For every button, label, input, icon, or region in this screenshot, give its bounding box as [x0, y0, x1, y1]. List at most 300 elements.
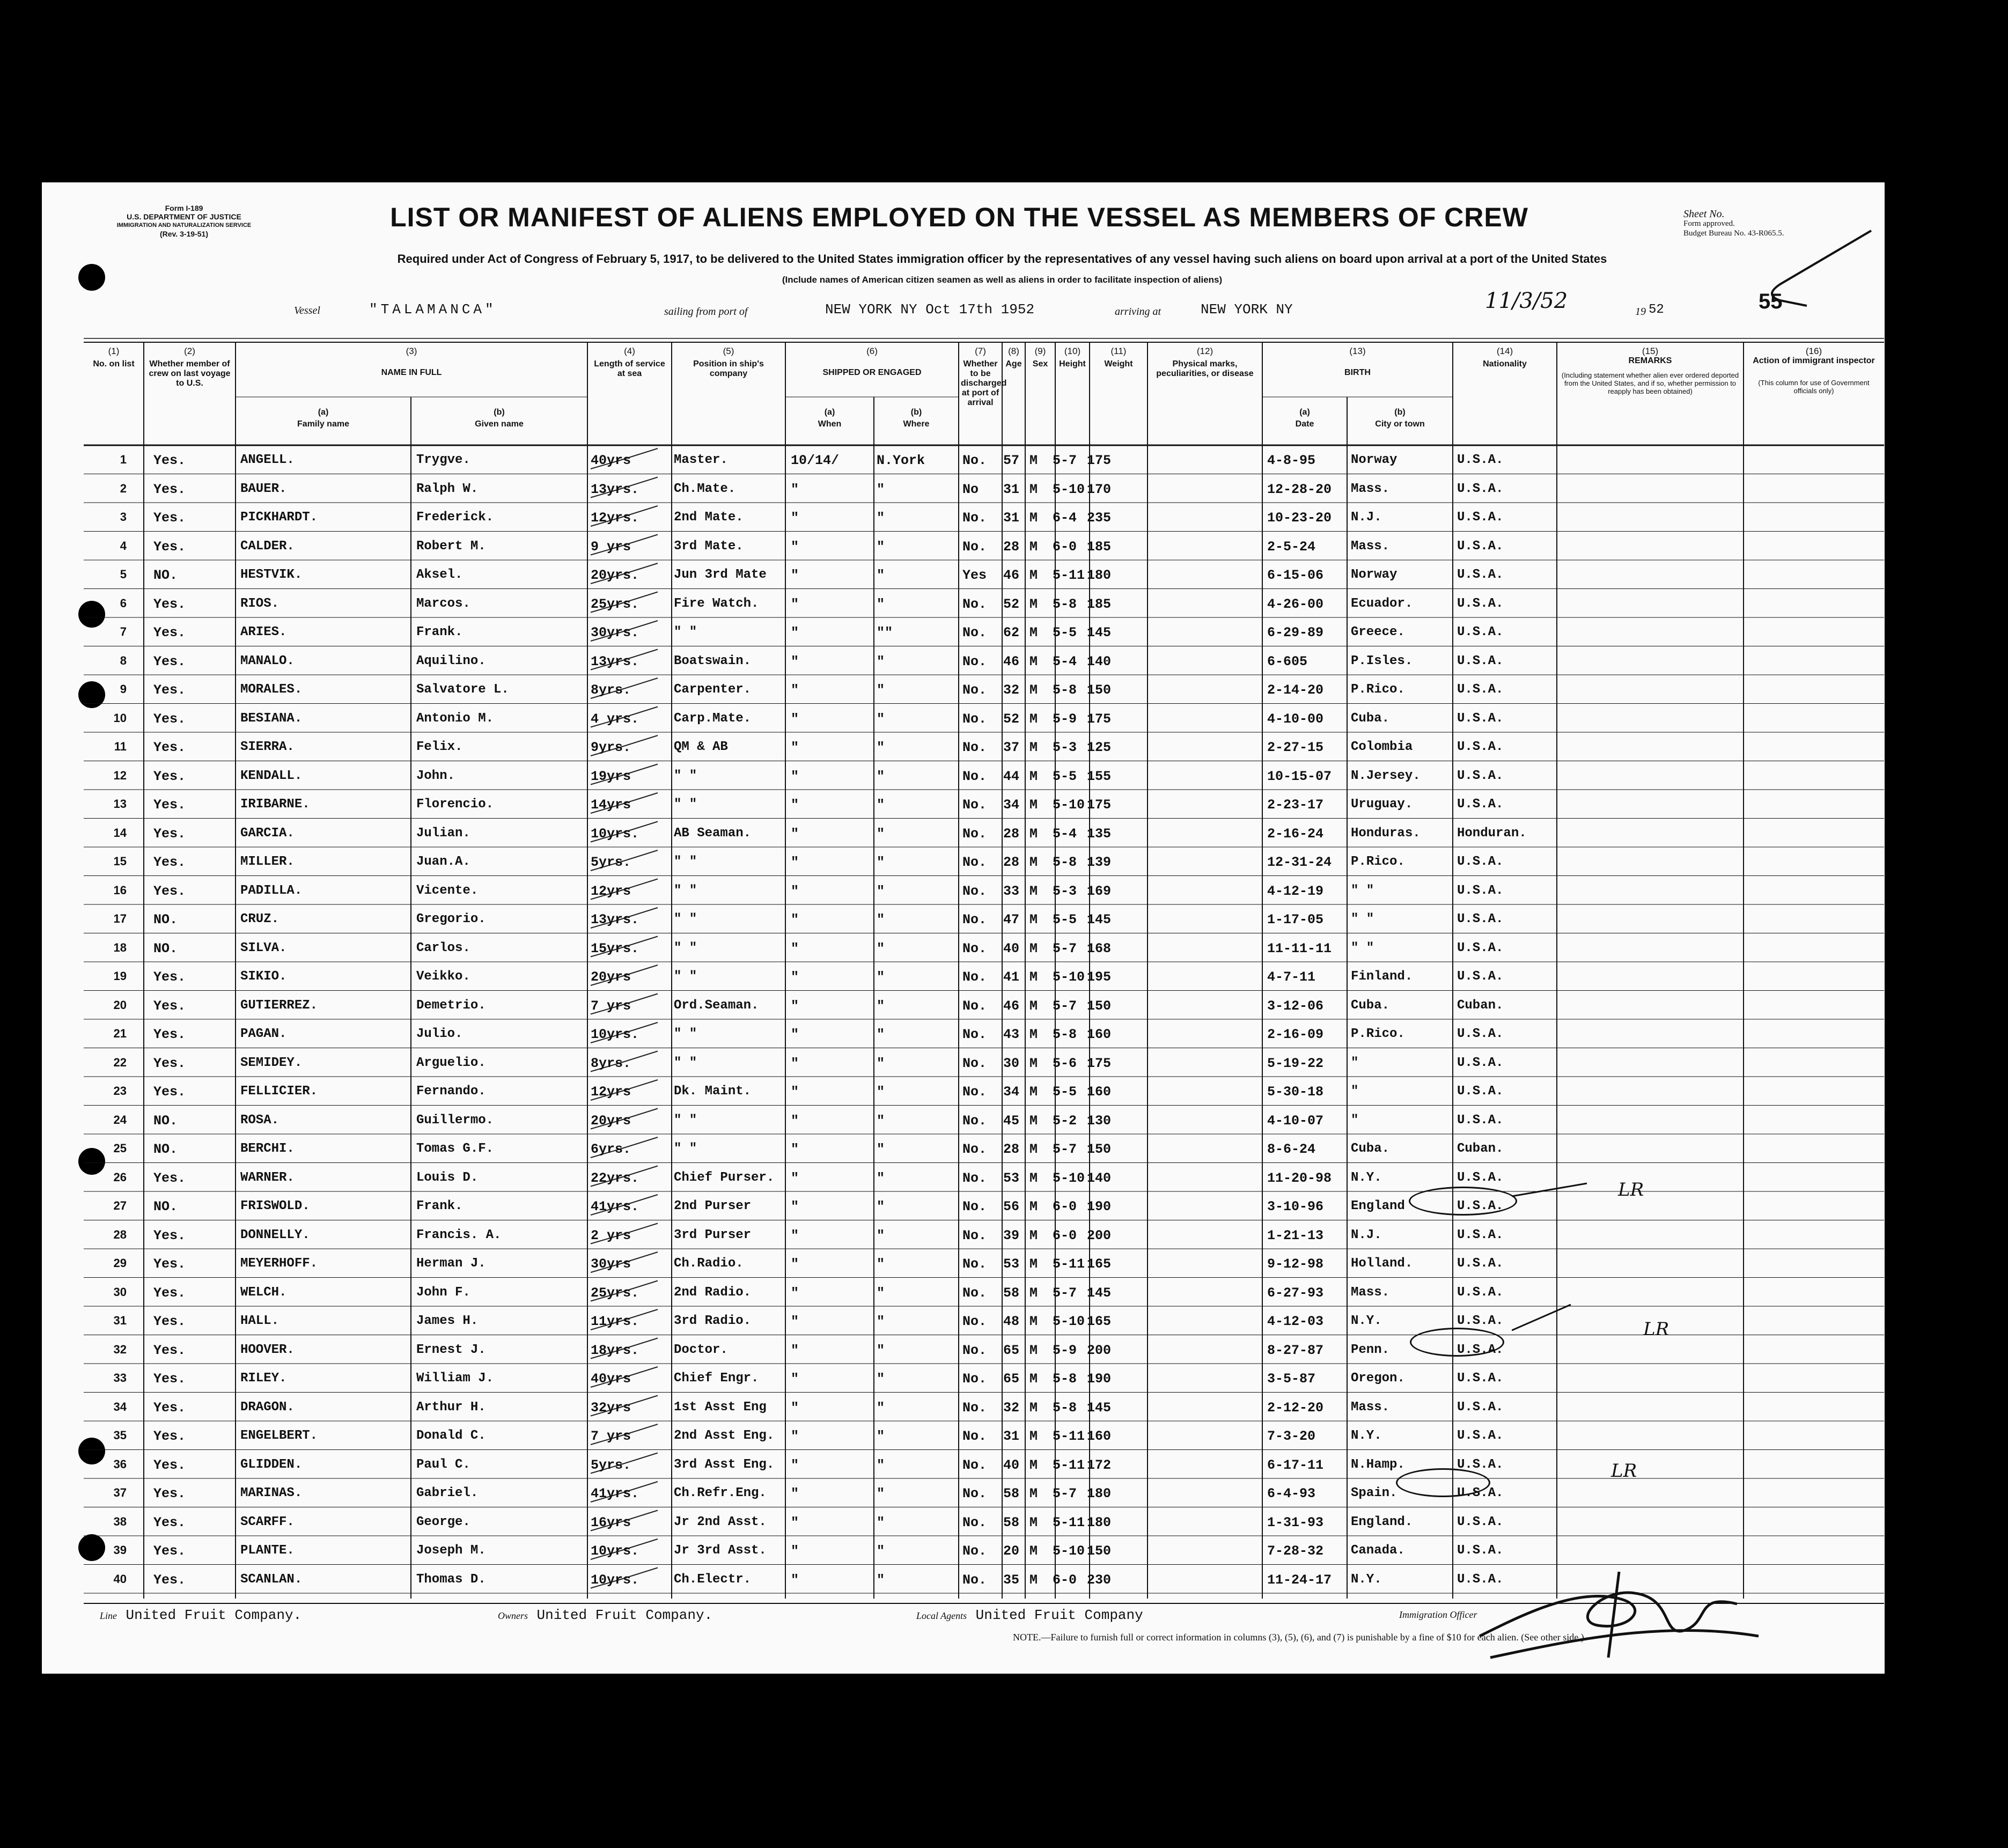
discharged-at-arrival: No. [962, 625, 987, 640]
shipped-where: " [877, 1572, 885, 1588]
height: 5-5 [1053, 912, 1077, 927]
height: 5-8 [1053, 1371, 1077, 1387]
birth-place: " " [1351, 940, 1374, 955]
weight: 165 [1087, 1256, 1112, 1272]
weight: 195 [1087, 969, 1112, 985]
form-number: Form I-189 [165, 204, 203, 212]
height: 5-2 [1053, 1113, 1077, 1129]
shipped-where: "" [877, 625, 893, 640]
family-name: GARCIA. [240, 826, 295, 841]
weight: 125 [1087, 740, 1112, 755]
sex: M [1029, 797, 1038, 813]
family-name: SEMIDEY. [240, 1055, 303, 1070]
given-name: Joseph M. [416, 1543, 486, 1558]
nationality: U.S.A. [1457, 539, 1504, 554]
birth-date: 11-20-98 [1267, 1170, 1332, 1186]
length-of-service: 25yrs. [591, 596, 639, 612]
age: 32 [1003, 682, 1020, 698]
weight: 168 [1087, 940, 1112, 956]
member-last-voyage: Yes. [153, 797, 186, 813]
shipped-when: " [791, 1027, 799, 1042]
weight: 185 [1087, 596, 1112, 612]
ship-position: AB Seaman. [674, 826, 752, 841]
sex: M [1029, 883, 1038, 899]
family-name: PLANTE. [240, 1543, 295, 1558]
column-subnote-c16: (This column for use of Government officials only) [1758, 379, 1870, 395]
birth-place: " " [1351, 912, 1374, 926]
age: 32 [1003, 1400, 1020, 1416]
height: 5-5 [1053, 1084, 1077, 1100]
sex: M [1029, 1371, 1038, 1387]
weight: 135 [1087, 826, 1112, 842]
shipped-where: " [877, 1429, 885, 1444]
family-name: ENGELBERT. [240, 1429, 318, 1443]
birth-date: 4-8-95 [1267, 453, 1316, 468]
row-number: 17 [113, 912, 127, 925]
discharged-at-arrival: No. [962, 855, 987, 870]
shipped-where: " [877, 1027, 885, 1042]
sailing-from-label: sailing from port of [664, 306, 748, 318]
sex: M [1029, 1113, 1038, 1129]
length-of-service: 5yrs. [591, 855, 631, 870]
ship-position: QM & AB [674, 740, 728, 754]
birth-date: 6-27-93 [1267, 1285, 1324, 1301]
family-name: MEYERHOFF. [240, 1256, 318, 1271]
ship-position: Doctor. [674, 1342, 728, 1357]
family-name: BAUER. [240, 481, 287, 496]
form-identifier [95, 204, 273, 238]
length-of-service: 6yrs. [591, 1142, 631, 1157]
given-name: Francis. A. [416, 1227, 502, 1242]
shipped-when: " [791, 539, 799, 555]
family-name: MARINAS. [240, 1486, 303, 1500]
row-number: 7 [120, 625, 127, 638]
column-number: (3) [406, 346, 417, 356]
family-name: RIOS. [240, 596, 279, 611]
ship-position: 2nd Purser [674, 1199, 752, 1213]
length-of-service: 4 yrs. [591, 711, 639, 727]
height: 5-7 [1053, 998, 1077, 1014]
shipped-when: " [791, 1142, 799, 1157]
discharged-at-arrival: No. [962, 969, 987, 985]
sex: M [1029, 1314, 1038, 1329]
height: 5-4 [1053, 826, 1077, 842]
member-last-voyage: Yes. [153, 1543, 186, 1559]
shipped-where: " [877, 826, 885, 842]
member-last-voyage: Yes. [153, 1429, 186, 1444]
height: 5-10 [1053, 1543, 1085, 1559]
shipped-where: " [877, 1486, 885, 1501]
birth-place: N.Y. [1351, 1572, 1382, 1587]
weight: 165 [1087, 1314, 1112, 1329]
family-name: MORALES. [240, 682, 303, 697]
family-name: CRUZ. [240, 912, 279, 926]
member-last-voyage: Yes. [153, 883, 186, 899]
weight: 169 [1087, 883, 1112, 899]
shipped-where: " [877, 653, 885, 669]
column-number: (12) [1196, 346, 1213, 356]
shipped-when: " [791, 1285, 799, 1301]
length-of-service: 10yrs. [591, 1572, 639, 1588]
ship-position: Ch.Electr. [674, 1572, 752, 1587]
age: 31 [1003, 510, 1020, 526]
sex: M [1029, 1457, 1038, 1473]
member-last-voyage: Yes. [153, 1371, 186, 1387]
birth-date: 7-28-32 [1267, 1543, 1324, 1559]
nationality: U.S.A. [1457, 453, 1504, 467]
birth-date: 5-30-18 [1267, 1084, 1324, 1100]
row-number: 20 [113, 998, 127, 1012]
shipped-where: " [877, 1170, 885, 1186]
family-name: FELLICIER. [240, 1084, 318, 1099]
sex: M [1029, 510, 1038, 526]
birth-date: 9-12-98 [1267, 1256, 1324, 1272]
birth-date: 8-27-87 [1267, 1342, 1324, 1358]
row-number: 19 [113, 969, 127, 983]
weight: 175 [1087, 711, 1112, 727]
nationality: U.S.A. [1457, 625, 1504, 639]
birth-place: Cuba. [1351, 711, 1390, 726]
sex: M [1029, 998, 1038, 1014]
member-last-voyage: Yes. [153, 711, 186, 727]
shipped-when: " [791, 1400, 799, 1416]
family-name: PAGAN. [240, 1027, 287, 1041]
shipped-when: " [791, 826, 799, 842]
birth-place: Finland. [1351, 969, 1413, 984]
nationality: U.S.A. [1457, 1170, 1504, 1185]
shipped-when: " [791, 682, 799, 698]
discharged-at-arrival: No. [962, 826, 987, 842]
height: 5-10 [1053, 1314, 1085, 1329]
weight: 139 [1087, 855, 1112, 870]
discharged-at-arrival: No. [962, 539, 987, 555]
row-number: 24 [113, 1113, 127, 1127]
nationality: U.S.A. [1457, 1113, 1504, 1128]
length-of-service: 30yrs [591, 1256, 631, 1272]
discharged-at-arrival: No. [962, 740, 987, 755]
birth-place: " [1351, 1113, 1359, 1128]
age: 48 [1003, 1314, 1020, 1329]
member-last-voyage: Yes. [153, 998, 186, 1014]
ship-position: 2nd Mate. [674, 510, 744, 525]
birth-date: 2-27-15 [1267, 740, 1324, 755]
shipped-where: " [877, 1055, 885, 1071]
column-subnote-c15: (Including statement whether alien ever ordered deported from the United States, and if so, whether permission to reapply has been obtained) [1561, 371, 1739, 395]
family-name: HALL. [240, 1314, 279, 1328]
discharged-at-arrival: No. [962, 453, 987, 468]
nationality: U.S.A. [1457, 682, 1504, 697]
remarks-initials: LR [1643, 1319, 1669, 1340]
birth-place: Norway [1351, 453, 1397, 467]
shipped-when: 10/14/ [791, 453, 840, 468]
row-number: 4 [120, 539, 127, 553]
sex: M [1029, 1227, 1038, 1243]
remarks-initials: LR [1618, 1179, 1644, 1201]
officer-label: Immigration Officer [1399, 1609, 1477, 1620]
discharged-at-arrival: No. [962, 1027, 987, 1042]
shipped-when: " [791, 1486, 799, 1501]
age: 65 [1003, 1371, 1020, 1387]
row-number: 15 [113, 855, 127, 868]
shipped-when: " [791, 1514, 799, 1530]
family-name: SCANLAN. [240, 1572, 303, 1587]
birth-date: 3-10-96 [1267, 1199, 1324, 1214]
column-sub-b: (b) [910, 408, 922, 417]
height: 5-8 [1053, 596, 1077, 612]
column-number: (11) [1110, 346, 1127, 356]
member-last-voyage: Yes. [153, 1314, 186, 1329]
column-header-c14: Nationality [1483, 359, 1527, 369]
column-header-c12: Physical marks, peculiarities, or disease [1156, 359, 1254, 378]
height: 6-4 [1053, 510, 1077, 526]
shipped-when: " [791, 969, 799, 985]
weight: 160 [1087, 1429, 1112, 1444]
column-sub-a: (a) [1299, 408, 1310, 417]
length-of-service: 12yrs. [591, 510, 639, 526]
given-name: Arguelio. [416, 1055, 486, 1070]
family-name: MILLER. [240, 855, 295, 869]
shipped-where: " [877, 1227, 885, 1243]
weight: 200 [1087, 1342, 1112, 1358]
arriving-at-port: NEW YORK NY [1201, 301, 1293, 318]
sex: M [1029, 969, 1038, 985]
ship-position: " " [674, 912, 697, 926]
given-name: Felix. [416, 740, 463, 754]
shipped-when: " [791, 481, 799, 497]
birth-place: Uruguay. [1351, 797, 1413, 812]
birth-place: N.J. [1351, 1227, 1382, 1242]
length-of-service: 15yrs. [591, 940, 639, 956]
family-name: HOOVER. [240, 1342, 295, 1357]
ship-position: " " [674, 1055, 697, 1070]
weight: 230 [1087, 1572, 1112, 1588]
weight: 175 [1087, 453, 1112, 468]
row-number: 23 [113, 1084, 127, 1098]
age: 39 [1003, 1227, 1020, 1243]
discharged-at-arrival: No. [962, 1371, 987, 1387]
discharged-at-arrival: Yes [962, 568, 987, 583]
remark-tick-marks [1512, 1180, 1592, 1405]
birth-place: P.Rico. [1351, 1027, 1405, 1041]
footer-agents [916, 1607, 1143, 1623]
discharged-at-arrival: No. [962, 1227, 987, 1243]
manifest-sheet [42, 182, 1885, 1674]
shipped-where: " [877, 969, 885, 985]
family-name: SIKIO. [240, 969, 287, 984]
sex: M [1029, 596, 1038, 612]
column-sub-b: (b) [494, 408, 505, 417]
age: 28 [1003, 855, 1020, 870]
shipped-when: " [791, 1256, 799, 1272]
discharged-at-arrival: No. [962, 1314, 987, 1329]
birth-place: Mass. [1351, 539, 1390, 554]
birth-place: N.Y. [1351, 1429, 1382, 1443]
column-sub-a-label: Date [1295, 419, 1314, 429]
age: 58 [1003, 1486, 1020, 1501]
length-of-service: 20yrs [591, 1113, 631, 1129]
birth-place: Penn. [1351, 1342, 1390, 1357]
length-of-service: 8yrs. [591, 1055, 631, 1071]
column-header-c15: REMARKS [1628, 356, 1672, 365]
ship-position: " " [674, 1142, 697, 1156]
family-name: GUTIERREZ. [240, 998, 318, 1013]
birth-date: 4-7-11 [1267, 969, 1316, 985]
birth-date: 6-15-06 [1267, 568, 1324, 583]
given-name: Donald C. [416, 1429, 486, 1443]
nationality: U.S.A. [1457, 1400, 1504, 1415]
discharged-at-arrival: No. [962, 912, 987, 927]
column-number: (14) [1496, 346, 1513, 356]
weight: 180 [1087, 1486, 1112, 1501]
shipped-where: " [877, 1371, 885, 1387]
sex: M [1029, 1285, 1038, 1301]
column-header-c2: Whether member of crew on last voyage to U.S. [149, 359, 231, 388]
weight: 175 [1087, 797, 1112, 813]
family-name: ROSA. [240, 1113, 279, 1128]
member-last-voyage: Yes. [153, 768, 186, 784]
form-service: IMMIGRATION AND NATURALIZATION SERVICE [116, 222, 252, 229]
shipped-where: " [877, 912, 885, 927]
nationality: U.S.A. [1457, 1543, 1504, 1558]
nationality: U.S.A. [1457, 596, 1504, 611]
ship-position: Jr 2nd Asst. [674, 1514, 767, 1529]
height: 5-4 [1053, 653, 1077, 669]
length-of-service: 30yrs. [591, 625, 639, 640]
length-of-service: 10yrs. [591, 1543, 639, 1559]
page-title: LIST OR MANIFEST OF ALIENS EMPLOYED ON THE VESSEL AS MEMBERS OF CREW [390, 202, 1528, 232]
column-number: (8) [1008, 346, 1019, 356]
birth-date: 2-16-24 [1267, 826, 1324, 842]
given-name: Tomas G.F. [416, 1142, 494, 1156]
nationality: Cuban. [1457, 1142, 1504, 1156]
ship-position: Boatswain. [674, 653, 752, 668]
column-number: (5) [723, 346, 734, 356]
sailing-from-port: NEW YORK NY Oct 17th 1952 [825, 301, 1035, 318]
sex: M [1029, 1543, 1038, 1559]
member-last-voyage: Yes. [153, 539, 186, 555]
height: 5-10 [1053, 481, 1085, 497]
birth-date: 5-19-22 [1267, 1055, 1324, 1071]
birth-date: 3-5-87 [1267, 1371, 1316, 1387]
birth-date: 6-605 [1267, 653, 1308, 669]
row-number: 16 [113, 883, 127, 897]
nationality-circle [1409, 1187, 1517, 1216]
shipped-where: " [877, 998, 885, 1014]
ship-position: 2nd Radio. [674, 1285, 752, 1300]
year-prefix: 19 [1635, 306, 1646, 318]
ship-position: Jun 3rd Mate [674, 568, 767, 582]
row-number: 14 [113, 826, 127, 840]
birth-date: 7-3-20 [1267, 1429, 1316, 1444]
length-of-service: 41yrs. [591, 1486, 639, 1501]
family-name: DONNELLY. [240, 1227, 310, 1242]
sex: M [1029, 568, 1038, 583]
discharged-at-arrival: No. [962, 1342, 987, 1358]
vessel-info-line [294, 289, 1689, 326]
height: 5-11 [1053, 1514, 1085, 1530]
column-header-c9: Sex [1032, 359, 1048, 369]
footer-officer [1399, 1609, 1477, 1621]
weight: 190 [1087, 1199, 1112, 1214]
nationality: U.S.A. [1457, 940, 1504, 955]
ship-position: 2nd Asst Eng. [674, 1429, 775, 1443]
birth-date: 11-11-11 [1267, 940, 1332, 956]
height: 5-11 [1053, 1429, 1085, 1444]
given-name: Julian. [416, 826, 470, 841]
length-of-service: 9 yrs [591, 539, 631, 555]
discharged-at-arrival: No. [962, 1457, 987, 1473]
ship-position: Ch.Mate. [674, 481, 736, 496]
sex: M [1029, 1514, 1038, 1530]
length-of-service: 41yrs. [591, 1199, 639, 1214]
sex: M [1029, 625, 1038, 640]
weight: 175 [1087, 1055, 1112, 1071]
length-of-service: 2 yrs [591, 1227, 631, 1243]
shipped-when: " [791, 653, 799, 669]
shipped-when: " [791, 740, 799, 755]
column-header-c8: Age [1005, 359, 1022, 369]
column-header-c11: Weight [1104, 359, 1133, 369]
length-of-service: 40yrs [591, 453, 631, 468]
nationality: U.S.A. [1457, 1027, 1504, 1041]
member-last-voyage: Yes. [153, 1457, 186, 1473]
ship-position: " " [674, 1027, 697, 1041]
height: 5-8 [1053, 855, 1077, 870]
row-number: 8 [120, 653, 127, 667]
family-name: KENDALL. [240, 768, 303, 783]
birth-place: Mass. [1351, 1400, 1390, 1415]
column-header-c16: Action of immigrant inspector [1753, 356, 1875, 365]
shipped-when: " [791, 510, 799, 526]
discharged-at-arrival: No. [962, 1514, 987, 1530]
shipped-when: " [791, 1170, 799, 1186]
column-number: (10) [1064, 346, 1081, 356]
birth-date: 4-12-19 [1267, 883, 1324, 899]
row-number: 38 [113, 1514, 127, 1528]
column-header-c4: Length of service at sea [594, 359, 665, 378]
footer-note: NOTE.—Failure to furnish full or correct information in columns (3), (5), (6), and (7) is punishable by a fine of $10 for each alien. (See other side.) [1013, 1632, 1584, 1643]
birth-date: 6-17-11 [1267, 1457, 1324, 1473]
given-name: Florencio. [416, 797, 494, 812]
birth-date: 1-21-13 [1267, 1227, 1324, 1243]
family-name: FRISWOLD. [240, 1199, 310, 1213]
ship-position: " " [674, 969, 697, 984]
nationality-circle [1410, 1328, 1504, 1357]
ship-position: " " [674, 1113, 697, 1128]
given-name: Juan.A. [416, 855, 470, 869]
given-name: Louis D. [416, 1170, 479, 1185]
nationality: U.S.A. [1457, 481, 1504, 496]
row-number: 35 [113, 1429, 127, 1442]
birth-date: 2-5-24 [1267, 539, 1316, 555]
shipped-where: " [877, 768, 885, 784]
discharged-at-arrival: No. [962, 1170, 987, 1186]
member-last-voyage: Yes. [153, 826, 186, 842]
shipped-when: " [791, 912, 799, 927]
age: 43 [1003, 1027, 1020, 1042]
sex: M [1029, 539, 1038, 555]
height: 5-10 [1053, 1170, 1085, 1186]
discharged-at-arrival: No. [962, 1543, 987, 1559]
nationality: U.S.A. [1457, 1285, 1504, 1300]
discharged-at-arrival: No. [962, 510, 987, 526]
column-number: (7) [975, 346, 986, 356]
given-name: Aquilino. [416, 653, 486, 668]
weight: 145 [1087, 912, 1112, 927]
shipped-where: " [877, 596, 885, 612]
member-last-voyage: Yes. [153, 453, 186, 468]
birth-place: Cuba. [1351, 998, 1390, 1013]
